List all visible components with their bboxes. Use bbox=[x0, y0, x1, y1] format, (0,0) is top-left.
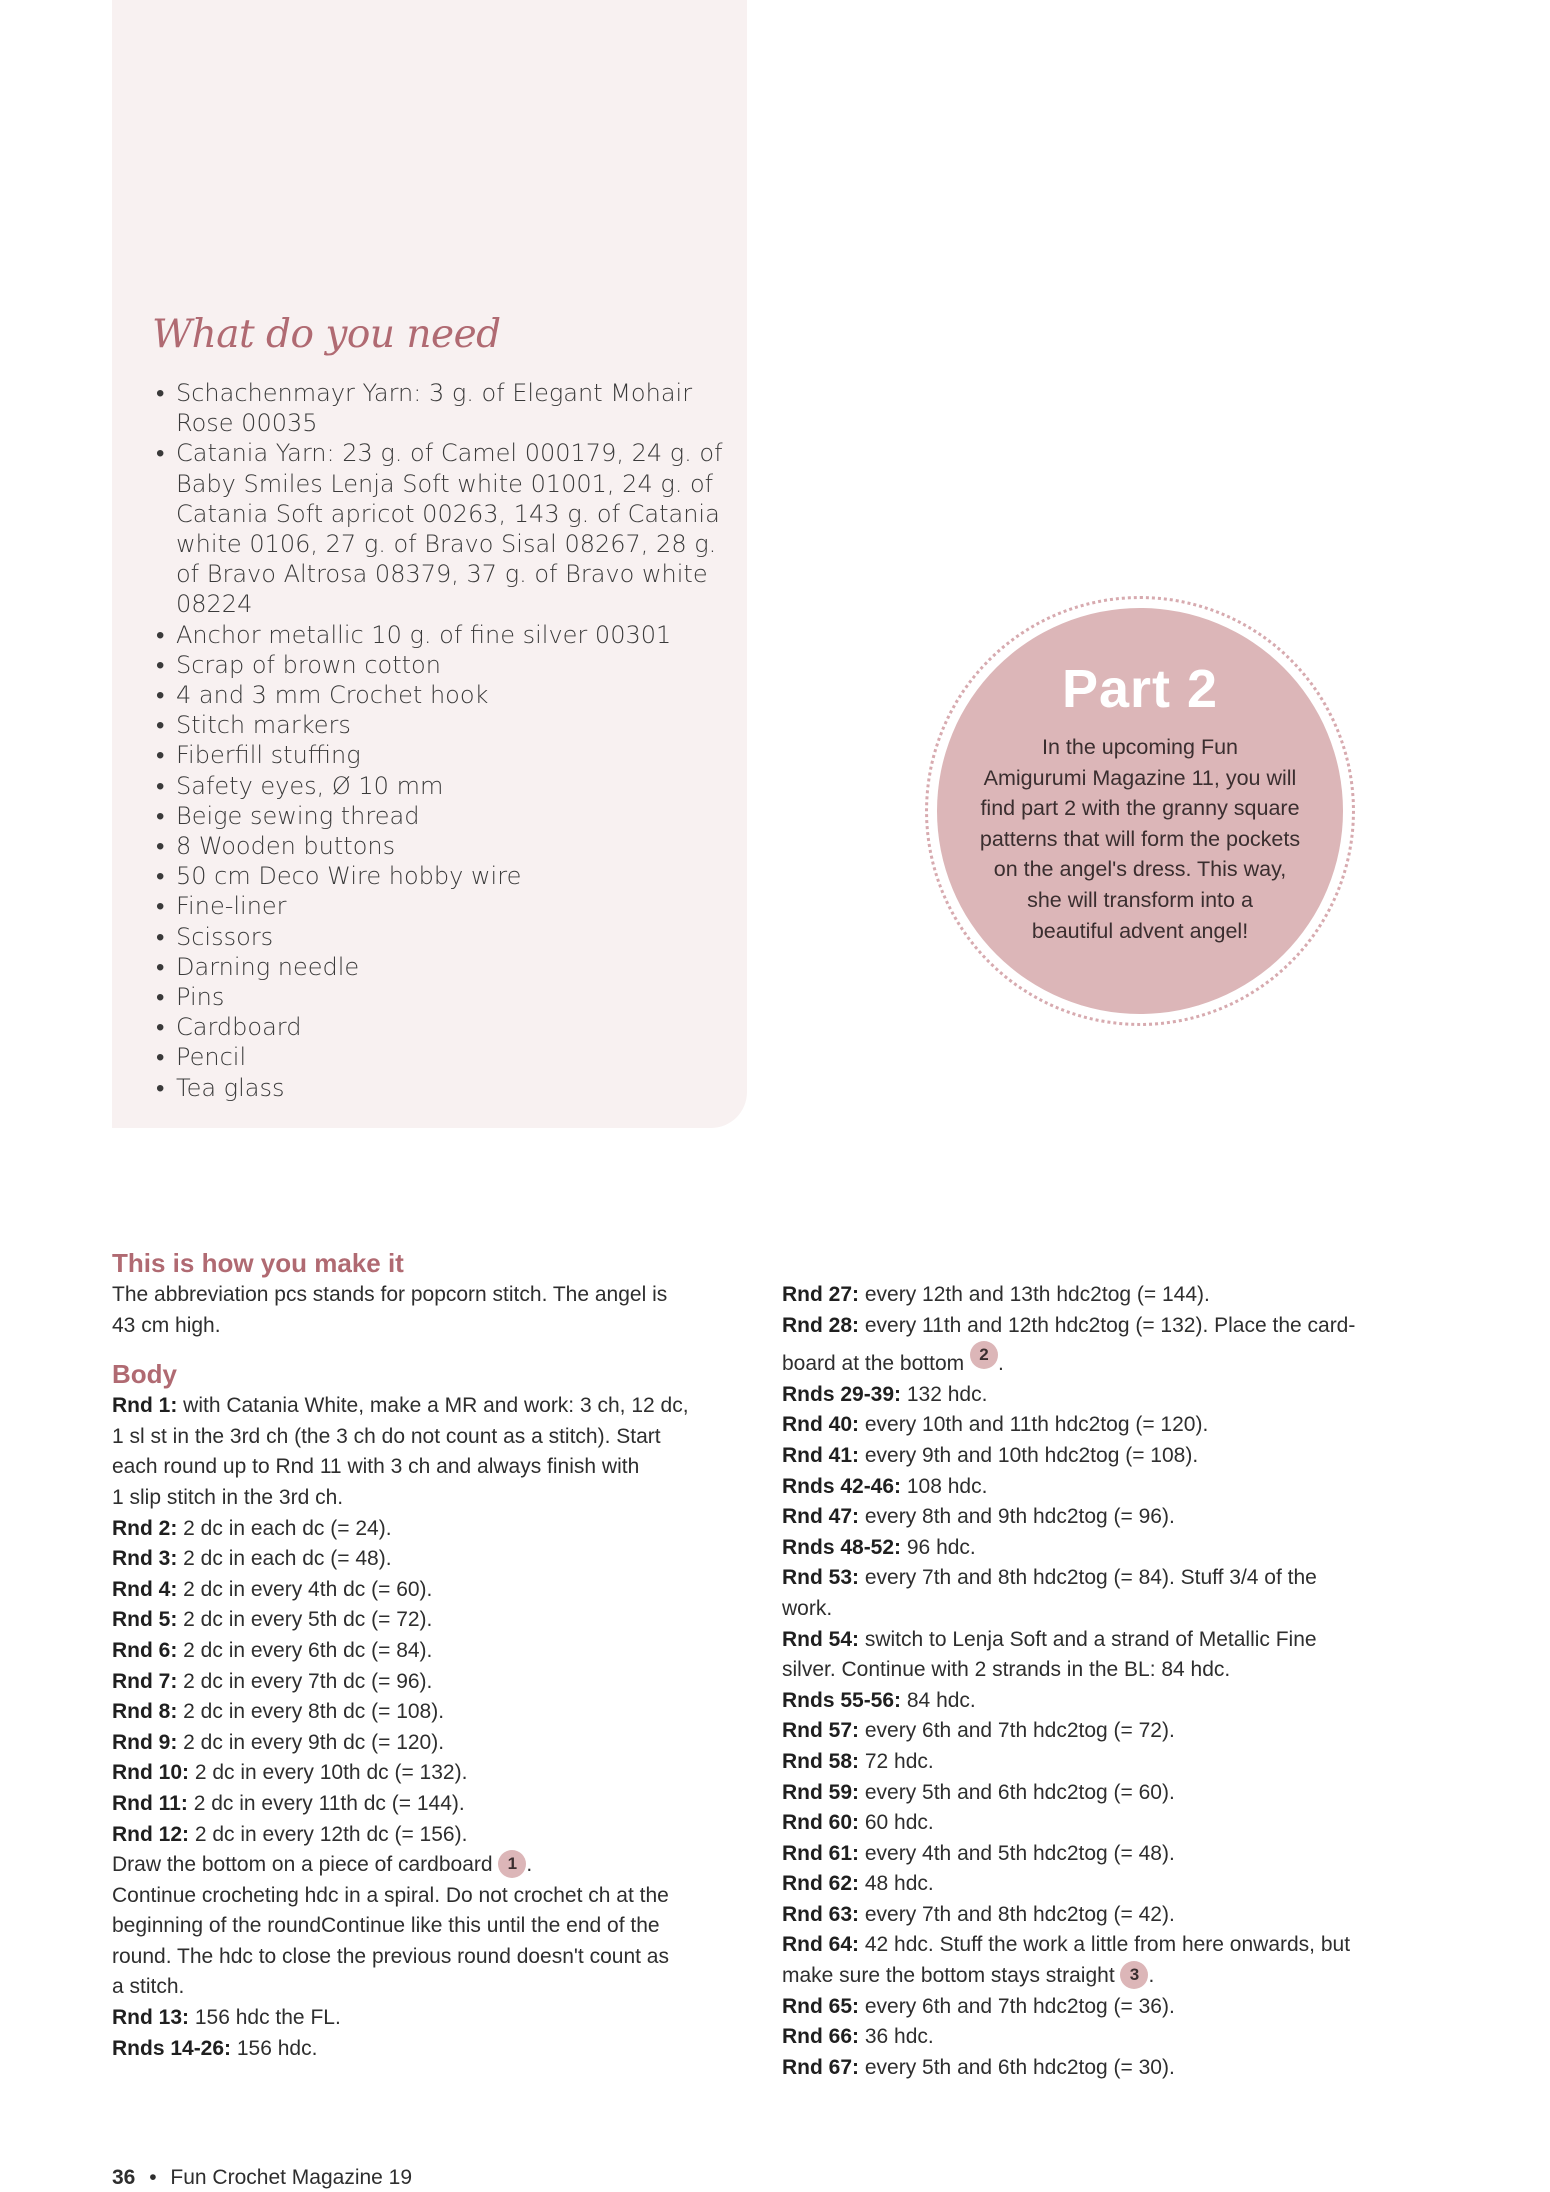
material-item: • Beige sewing thread bbox=[152, 801, 732, 831]
round-line: Rnd 11: 2 dc in every 11th dc (= 144). bbox=[112, 1791, 465, 1815]
magazine-title: Fun Crochet Magazine 19 bbox=[170, 2166, 413, 2189]
round-label: Rnd 60: bbox=[782, 1811, 860, 1835]
round-line: Rnd 63: every 7th and 8th hdc2tog (= 42). bbox=[782, 1902, 1175, 1926]
spiral-line: a stitch. bbox=[112, 1975, 185, 1999]
round-label: Rnd 11: bbox=[112, 1791, 188, 1815]
round-line: Rnds 14-26: 156 hdc. bbox=[112, 2036, 318, 2060]
footer-separator: • bbox=[149, 2166, 157, 2189]
round-label: Rnd 1: bbox=[112, 1394, 178, 1418]
material-item: • Scrap of brown cotton bbox=[152, 650, 732, 680]
step-badge-2: 2 bbox=[970, 1341, 998, 1369]
round-line: 1 slip stitch in the 3rd ch. bbox=[112, 1485, 344, 1509]
round-line: Rnd 41: every 9th and 10th hdc2tog (= 108). bbox=[782, 1443, 1199, 1467]
material-item: • Tea glass bbox=[152, 1073, 732, 1103]
round-label: Rnd 66: bbox=[782, 2025, 860, 2049]
round-label: Rnd 28: bbox=[782, 1313, 860, 1337]
round-label: Rnd 64: bbox=[782, 1933, 860, 1957]
round-label: Rnds 29-39: bbox=[782, 1382, 902, 1406]
round-line: Rnd 7: 2 dc in every 7th dc (= 96). bbox=[112, 1669, 433, 1693]
round-label: Rnd 13: bbox=[112, 2006, 190, 2030]
round-line: Rnds 48-52: 96 hdc. bbox=[782, 1535, 976, 1559]
step-badge-3: 3 bbox=[1120, 1961, 1148, 1989]
round-label: Rnd 67: bbox=[782, 2055, 860, 2079]
round-line: Rnd 66: 36 hdc. bbox=[782, 2025, 934, 2049]
material-item: • Safety eyes, Ø 10 mm bbox=[152, 771, 732, 801]
spiral-line: beginning of the roundContinue like this until the end of the bbox=[112, 1914, 660, 1938]
material-item: • Fiberfill stuffing bbox=[152, 740, 732, 770]
part2-line: she will transform into a bbox=[1027, 887, 1253, 912]
round-label: Rnd 40: bbox=[782, 1413, 860, 1437]
material-item: • Schachenmayr Yarn: 3 g. of Elegant Mohair Rose 00035 bbox=[152, 378, 732, 438]
material-item: • 50 cm Deco Wire hobby wire bbox=[152, 861, 732, 891]
round-line: Rnd 2: 2 dc in each dc (= 24). bbox=[112, 1516, 392, 1540]
round-label: Rnd 3: bbox=[112, 1547, 178, 1571]
round-label: Rnds 14-26: bbox=[112, 2036, 232, 2060]
round-line: Rnd 5: 2 dc in every 5th dc (= 72). bbox=[112, 1608, 433, 1632]
round-line: each round up to Rnd 11 with 3 ch and always finish with bbox=[112, 1455, 640, 1479]
round-line: 1 sl st in the 3rd ch (the 3 ch do not count as a stitch). Start bbox=[112, 1424, 661, 1448]
round-line: Rnd 67: every 5th and 6th hdc2tog (= 30). bbox=[782, 2055, 1175, 2079]
material-item: • Scissors bbox=[152, 922, 732, 952]
round-line: Rnd 13: 156 hdc the FL. bbox=[112, 2006, 341, 2030]
round-label: Rnd 12: bbox=[112, 1822, 190, 1846]
round-label: Rnd 58: bbox=[782, 1749, 860, 1773]
part2-line: find part 2 with the granny square bbox=[980, 796, 1300, 821]
round-label: Rnd 6: bbox=[112, 1638, 178, 1662]
round-label: Rnd 2: bbox=[112, 1516, 178, 1540]
round-line: Rnd 12: 2 dc in every 12th dc (= 156). bbox=[112, 1822, 468, 1846]
round-label: Rnd 41: bbox=[782, 1443, 860, 1467]
material-item: • 4 and 3 mm Crochet hook bbox=[152, 680, 732, 710]
round-line: Rnd 28: every 11th and 12th hdc2tog (= 132). Place the card- bbox=[782, 1313, 1356, 1337]
round-line: Rnd 61: every 4th and 5th hdc2tog (= 48). bbox=[782, 1841, 1175, 1865]
round-line: silver. Continue with 2 strands in the BL: 84 hdc. bbox=[782, 1658, 1231, 1682]
round-label: Rnd 62: bbox=[782, 1872, 860, 1896]
material-item: • Darning needle bbox=[152, 952, 732, 982]
round-line: Rnd 59: every 5th and 6th hdc2tog (= 60). bbox=[782, 1780, 1175, 1804]
make-heading: This is how you make it bbox=[112, 1248, 404, 1278]
round-label: Rnd 27: bbox=[782, 1283, 860, 1306]
round-line: Rnds 55-56: 84 hdc. bbox=[782, 1688, 976, 1712]
round-line: Rnd 40: every 10th and 11th hdc2tog (= 120). bbox=[782, 1413, 1209, 1437]
round-line: Rnds 29-39: 132 hdc. bbox=[782, 1382, 988, 1406]
round-label: Rnd 5: bbox=[112, 1608, 178, 1632]
round-label: Rnd 57: bbox=[782, 1719, 860, 1743]
round-label: Rnds 55-56: bbox=[782, 1688, 902, 1712]
round-line: Rnd 6: 2 dc in every 6th dc (= 84). bbox=[112, 1638, 433, 1662]
round-label: Rnd 9: bbox=[112, 1730, 178, 1754]
page-number: 36 bbox=[112, 2166, 136, 2189]
part2-line: on the angel's dress. This way, bbox=[993, 857, 1287, 882]
round-line: Rnd 1: with Catania White, make a MR and work: 3 ch, 12 dc, bbox=[112, 1394, 689, 1418]
round-label: Rnd 59: bbox=[782, 1780, 860, 1804]
round-label: Rnds 48-52: bbox=[782, 1535, 902, 1559]
part2-line: beautiful advent angel! bbox=[1031, 918, 1249, 943]
part2-line: In the upcoming Fun bbox=[1041, 735, 1238, 759]
round-line: Rnd 60: 60 hdc. bbox=[782, 1811, 934, 1835]
round-line: Rnd 4: 2 dc in every 4th dc (= 60). bbox=[112, 1577, 433, 1601]
part2-text bbox=[961, 732, 1319, 946]
material-item: • Pins bbox=[152, 982, 732, 1012]
round-line: Rnd 53: every 7th and 8th hdc2tog (= 84). Stuff 3/4 of the bbox=[782, 1566, 1317, 1590]
round-label: Rnd 61: bbox=[782, 1841, 860, 1865]
intro-line: The abbreviation pcs stands for popcorn stitch. The angel is bbox=[112, 1283, 668, 1306]
round-label: Rnd 8: bbox=[112, 1700, 178, 1724]
round-label: Rnd 65: bbox=[782, 1994, 860, 2018]
part2-title: Part 2 bbox=[1061, 659, 1219, 719]
round-line: Rnd 58: 72 hdc. bbox=[782, 1749, 934, 1773]
round-line: Rnd 10: 2 dc in every 10th dc (= 132). bbox=[112, 1761, 468, 1785]
round-label: Rnd 4: bbox=[112, 1577, 178, 1601]
round-line: Rnd 47: every 8th and 9th hdc2tog (= 96). bbox=[782, 1505, 1175, 1529]
material-item: • Anchor metallic 10 g. of fine silver 00301 bbox=[152, 620, 732, 650]
round-line: Rnd 65: every 6th and 7th hdc2tog (= 36). bbox=[782, 1994, 1175, 2018]
round-line: Rnd 8: 2 dc in every 8th dc (= 108). bbox=[112, 1700, 445, 1724]
round-line: Rnd 27: every 12th and 13th hdc2tog (= 144). bbox=[782, 1283, 1210, 1306]
body-heading: Body bbox=[112, 1359, 177, 1390]
part2-line: patterns that will form the pockets bbox=[979, 826, 1301, 851]
round-line: Rnd 57: every 6th and 7th hdc2tog (= 72). bbox=[782, 1719, 1175, 1743]
round-line: Rnd 9: 2 dc in every 9th dc (= 120). bbox=[112, 1730, 445, 1754]
material-item: • 8 Wooden buttons bbox=[152, 831, 732, 861]
instructions-left-column bbox=[112, 1246, 752, 2064]
round-line: make sure the bottom stays straight 3 . bbox=[782, 1961, 1432, 1992]
round-label: Rnds 42-46: bbox=[782, 1474, 902, 1498]
page-footer bbox=[112, 2166, 412, 2190]
part2-callout bbox=[937, 608, 1343, 1014]
instructions-right-column bbox=[782, 1280, 1432, 2083]
materials-title: What do you need bbox=[152, 312, 501, 357]
material-item: • Pencil bbox=[152, 1042, 732, 1072]
material-item: • Stitch markers bbox=[152, 710, 732, 740]
round-label: Rnd 7: bbox=[112, 1669, 178, 1693]
spiral-line: Continue crocheting hdc in a spiral. Do not crochet ch at the bbox=[112, 1883, 669, 1907]
round-label: Rnd 63: bbox=[782, 1902, 860, 1926]
intro-line: 43 cm high. bbox=[112, 1313, 221, 1337]
material-item: • Cardboard bbox=[152, 1012, 732, 1042]
material-item: • Fine-liner bbox=[152, 891, 732, 921]
round-label: Rnd 10: bbox=[112, 1761, 190, 1785]
round-line: Rnd 54: switch to Lenja Soft and a strand of Metallic Fine bbox=[782, 1627, 1317, 1651]
material-item: • Catania Yarn: 23 g. of Camel 000179, 24 g. of Baby Smiles Lenja Soft white 01001, 24 g. of Catania Soft apricot 00263, 143 g. of Catania white 0106, 27 g. of Bravo Sisal 08267, 28 g. of Bravo Altrosa 08379, 37 g. of Bravo white 08224 bbox=[152, 438, 732, 619]
materials-list bbox=[152, 378, 732, 1103]
round-label: Rnd 53: bbox=[782, 1566, 860, 1590]
round-line: Rnd 3: 2 dc in each dc (= 48). bbox=[112, 1547, 392, 1571]
round-line: board at the bottom 2 . bbox=[782, 1341, 1432, 1380]
round-label: Rnd 47: bbox=[782, 1505, 860, 1529]
spiral-line: round. The hdc to close the previous round doesn't count as bbox=[112, 1944, 669, 1968]
round-line: Rnd 64: 42 hdc. Stuff the work a little from here onwards, but bbox=[782, 1933, 1351, 1957]
step-badge-1: 1 bbox=[498, 1850, 526, 1878]
part2-line: Amigurumi Magazine 11, you will bbox=[983, 765, 1297, 790]
round-label: Rnd 54: bbox=[782, 1627, 860, 1651]
round-line: Rnds 42-46: 108 hdc. bbox=[782, 1474, 988, 1498]
round-line: work. bbox=[782, 1596, 833, 1620]
draw-bottom-line: Draw the bottom on a piece of cardboard 1 . bbox=[112, 1850, 752, 1881]
round-line: Rnd 62: 48 hdc. bbox=[782, 1872, 934, 1896]
